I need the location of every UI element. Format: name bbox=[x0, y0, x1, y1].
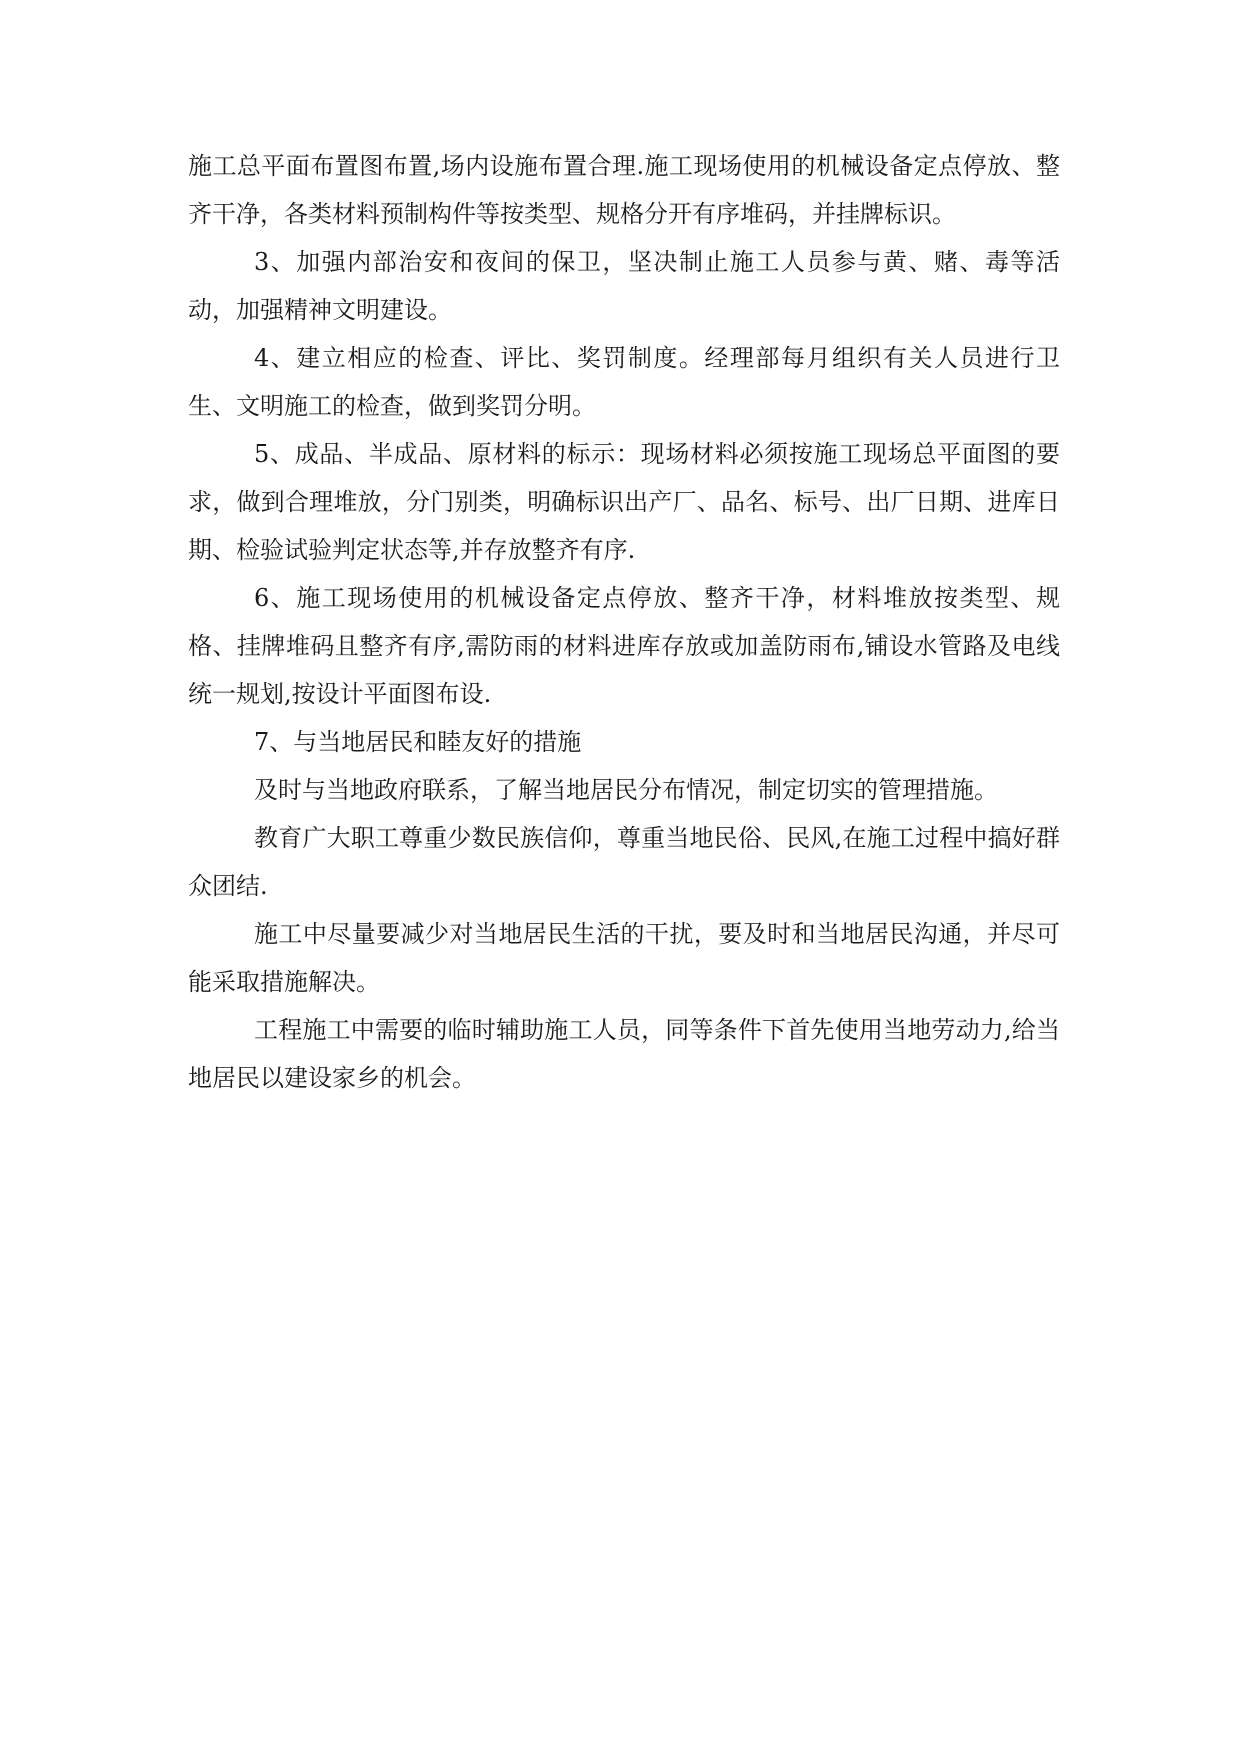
paragraph-local-labor: 工程施工中需要的临时辅助施工人员，同等条件下首先使用当地劳动力,给当地居民以建设家乡的机会。 bbox=[188, 1016, 1060, 1092]
paragraph-material-marking: 5、成品、半成品、原材料的标示：现场材料必须按施工现场总平面图的要求，做到合理堆放，分门别类，明确标识出产厂、品名、标号、出厂日期、进库日期、检验试验判定状态等,并存放整齐有序. bbox=[188, 440, 1060, 564]
paragraph-respect-customs: 教育广大职工尊重少数民族信仰，尊重当地民俗、民风,在施工过程中搞好群众团结. bbox=[188, 824, 1060, 900]
paragraph-reduce-disturbance: 施工中尽量要减少对当地居民生活的干扰，要及时和当地居民沟通，并尽可能采取措施解决。 bbox=[188, 920, 1060, 996]
paragraph-site-layout: 施工总平面布置图布置,场内设施布置合理.施工现场使用的机械设备定点停放、整齐干净，各类材料预制构件等按类型、规格分开有序堆码，并挂牌标识。 bbox=[188, 152, 1060, 228]
paragraph-inspection: 4、建立相应的检查、评比、奖罚制度。经理部每月组织有关人员进行卫生、文明施工的检查，做到奖罚分明。 bbox=[188, 344, 1060, 420]
document-body bbox=[188, 142, 1060, 1102]
paragraph-security: 3、加强内部治安和夜间的保卫，坚决制止施工人员参与黄、赌、毒等活动，加强精神文明建设。 bbox=[188, 248, 1060, 324]
paragraph-equipment-storage: 6、施工现场使用的机械设备定点停放、整齐干净，材料堆放按类型、规格、挂牌堆码且整齐有序,需防雨的材料进库存放或加盖防雨布,铺设水管路及电线统一规划,按设计平面图布设. bbox=[188, 584, 1060, 708]
paragraph-heading-residents: 7、与当地居民和睦友好的措施 bbox=[254, 728, 582, 756]
paragraph-contact-government: 及时与当地政府联系，了解当地居民分布情况，制定切实的管理措施。 bbox=[254, 776, 998, 804]
